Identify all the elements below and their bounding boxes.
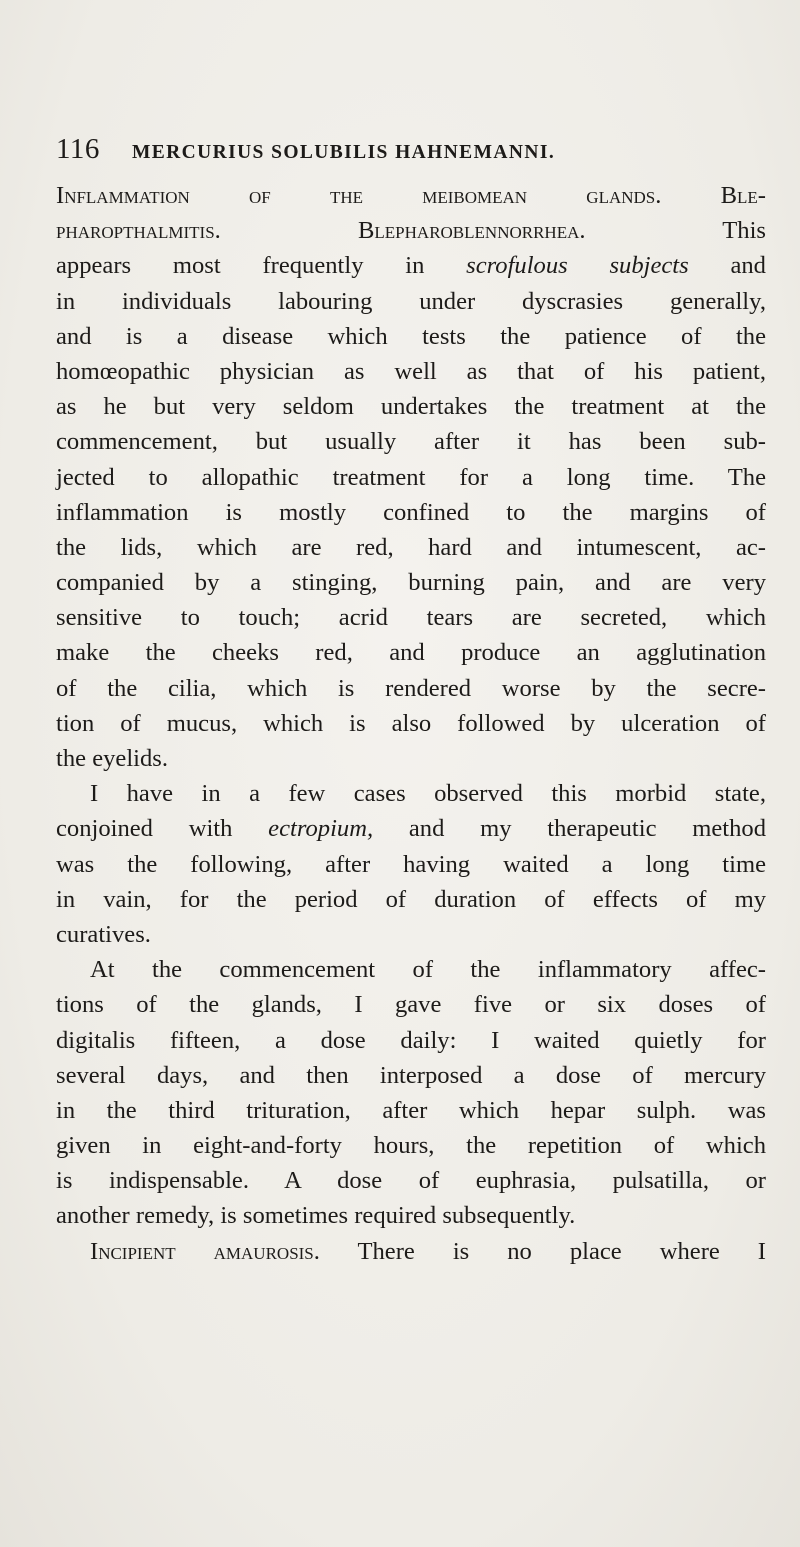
text-line — [56, 776, 766, 811]
text-segment: appears most frequently in — [56, 252, 467, 280]
text-segment: as he but very seldom undertakes the treatment at the — [56, 393, 766, 421]
text-segment: commencement, but usually after it has been sub- — [56, 428, 766, 456]
section-heading-text: Inflammation of the meibomean glands. Ble- — [56, 182, 766, 209]
text-segment: sensitive to touch; acrid tears are secreted, which — [56, 604, 766, 632]
text-line — [56, 213, 766, 248]
text-segment: tions of the glands, I gave five or six doses of — [56, 991, 766, 1019]
text-line — [56, 600, 766, 635]
text-segment: of the cilia, which is rendered worse by the secre- — [56, 674, 766, 702]
text-segment: the lids, which are red, hard and intumescent, ac- — [56, 533, 766, 561]
text-segment: and is a disease which tests the patience of the — [56, 322, 766, 350]
text-segment: tion of mucus, which is also followed by ulceration of — [56, 709, 766, 737]
paragraph — [56, 1234, 766, 1269]
text-line — [56, 1058, 766, 1093]
page-header — [56, 133, 756, 173]
text-line — [56, 1234, 766, 1269]
page-number: 116 — [56, 133, 100, 165]
text-line — [56, 1128, 766, 1163]
emphasis-text: scrofulous subjects — [466, 252, 689, 280]
text-line — [56, 284, 766, 319]
text-segment: in individuals labouring under dyscrasies generally, — [56, 287, 766, 315]
text-segment: companied by a stinging, burning pain, and are very — [56, 569, 766, 597]
text-line — [56, 1023, 766, 1058]
text-segment: This — [585, 217, 766, 245]
text-line — [56, 882, 766, 917]
paragraph — [56, 952, 766, 1234]
text-segment: digitalis fifteen, a dose daily: I waited quietly for — [56, 1026, 766, 1054]
text-segment: make the cheeks red, and produce an agglutination — [56, 639, 766, 667]
text-segment: curatives. — [56, 920, 151, 948]
text-segment: the eyelids. — [56, 745, 169, 772]
text-line — [56, 1163, 766, 1198]
text-line — [56, 952, 766, 987]
text-line — [56, 460, 766, 495]
body-text — [56, 178, 766, 1269]
running-head: MERCURIUS SOLUBILIS HAHNEMANNI. — [131, 142, 556, 163]
text-segment: is indispensable. A dose of euphrasia, pulsatilla, or — [56, 1167, 766, 1195]
text-segment: I have in a few cases observed this morbid state, — [90, 780, 766, 808]
text-segment: and — [688, 252, 766, 280]
text-line — [56, 987, 766, 1022]
text-line — [56, 389, 766, 424]
text-segment: At the commencement of the inflammatory affec- — [90, 956, 766, 984]
text-segment: and my therapeutic method — [373, 815, 766, 843]
text-line — [56, 847, 766, 882]
text-line — [56, 706, 766, 741]
text-line — [56, 635, 766, 670]
text-segment: was the following, after having waited a long time — [56, 850, 766, 878]
text-segment: another remedy, is sometimes required subsequently. — [56, 1202, 576, 1230]
text-line — [56, 811, 766, 846]
text-segment: in vain, for the period of duration of effects of my — [56, 885, 766, 913]
text-line — [56, 917, 766, 952]
text-line — [56, 424, 766, 459]
text-line — [56, 671, 766, 706]
text-line — [56, 495, 766, 530]
text-segment: homœopathic physician as well as that of his patient, — [56, 357, 766, 385]
text-line — [56, 530, 766, 565]
text-line — [56, 741, 766, 776]
text-line — [56, 1093, 766, 1128]
text-line — [56, 565, 766, 600]
text-segment: given in eight-and-forty hours, the repetition of which — [56, 1132, 766, 1160]
text-segment: conjoined with — [56, 815, 269, 843]
paragraph — [56, 178, 766, 776]
text-segment: several days, and then interposed a dose of mercury — [56, 1061, 766, 1089]
section-heading-text: pharopthalmitis. Blepharoblennorrhea. — [56, 217, 586, 245]
text-segment: inflammation is mostly confined to the margins of — [56, 498, 766, 526]
text-line — [56, 1198, 766, 1233]
text-segment: jected to allopathic treatment for a long time. The — [56, 463, 766, 491]
paragraph — [56, 776, 766, 952]
emphasis-text: ectropium, — [268, 815, 374, 843]
text-line — [56, 178, 766, 213]
text-segment: There is no place where I — [319, 1237, 766, 1265]
section-heading-text: Incipient amaurosis. — [90, 1237, 320, 1265]
text-segment: in the third trituration, after which hepar sulph. was — [56, 1096, 766, 1124]
text-line — [56, 248, 766, 283]
text-line — [56, 354, 766, 389]
text-line — [56, 319, 766, 354]
